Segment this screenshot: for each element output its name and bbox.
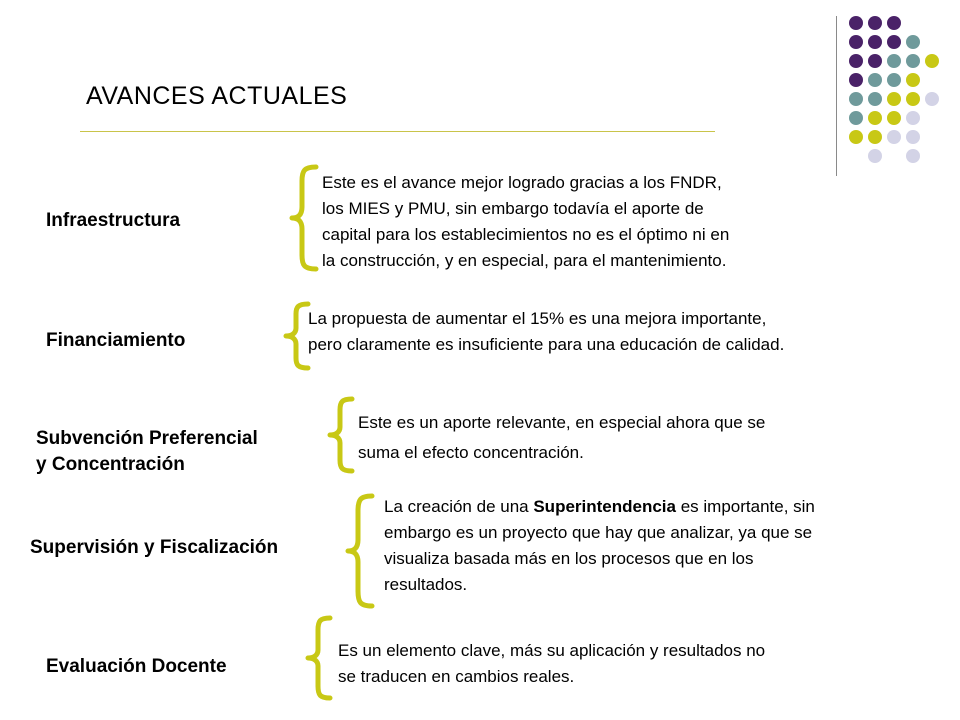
brace-icon [344, 492, 380, 610]
item-text-financiamiento: La propuesta de aumentar el 15% es una mejora importante, pero claramente es insuficiente para una educación de calidad. [308, 309, 785, 354]
decorative-dot [868, 130, 882, 144]
item-text-supervision-bold: Superintendencia [533, 497, 676, 516]
decorative-dot [849, 92, 863, 106]
decorative-dot [925, 54, 939, 68]
decorative-dot [906, 92, 920, 106]
item-text-supervision-after: es importante, sin embargo es un proyecto que hay que analizar, ya que se visualiza basada más en los procesos que en los resultados. [384, 497, 815, 594]
item-text-evaluacion-docente: Es un elemento clave, más su aplicación y resultados no se traducen en cambios reales. [338, 641, 766, 686]
decorative-dot [925, 92, 939, 106]
brace-icon [304, 614, 340, 702]
brace-icon [288, 163, 324, 273]
decorative-dot [868, 149, 882, 163]
decorative-dot [868, 92, 882, 106]
decorative-dot [849, 35, 863, 49]
decorative-dot [887, 35, 901, 49]
decorative-dot [906, 149, 920, 163]
item-text-subvencion-line2: suma el efecto concentración. [358, 443, 584, 462]
item-text-supervision [384, 494, 944, 598]
decorative-dot [906, 35, 920, 49]
decorative-dot [887, 92, 901, 106]
decorative-dot [849, 16, 863, 30]
decorative-dot [868, 73, 882, 87]
item-text-subvencion-line1: Este es un aporte relevante, en especial ahora que se [358, 413, 766, 432]
decorative-dot [868, 35, 882, 49]
item-label-evaluacion-docente: Evaluación Docente [46, 656, 227, 677]
decorative-dot [849, 111, 863, 125]
item-label-financiamiento: Financiamiento [46, 330, 186, 351]
item-label-subvencion-line1: Subvención Preferencial [36, 428, 258, 449]
item-label-subvencion-line2: y Concentración [36, 454, 185, 475]
decorative-dot-grid [840, 8, 952, 158]
decorative-dot [868, 16, 882, 30]
decorative-dot [906, 54, 920, 68]
slide-title: AVANCES ACTUALES [86, 82, 348, 110]
decorative-dot [906, 130, 920, 144]
title-underline [80, 131, 715, 132]
decorative-vertical-rule [836, 16, 837, 176]
decorative-dot [849, 73, 863, 87]
item-text-supervision-before: La creación de una [384, 497, 534, 516]
item-label-supervision: Supervisión y Fiscalización [30, 537, 279, 558]
decorative-dot [887, 130, 901, 144]
decorative-dot [887, 16, 901, 30]
decorative-dot [868, 111, 882, 125]
decorative-dot [849, 54, 863, 68]
decorative-dot [887, 111, 901, 125]
item-text-infraestructura: Este es el avance mejor logrado gracias a los FNDR, los MIES y PMU, sin embargo todavía el aporte de capital para los establecimientos no es el óptimo ni en la construcción, y en especial, para el mantenimiento. [322, 173, 730, 270]
decorative-dot [868, 54, 882, 68]
decorative-dot [906, 111, 920, 125]
decorative-dot [887, 73, 901, 87]
brace-icon [326, 395, 362, 475]
decorative-dot [849, 130, 863, 144]
decorative-dot [906, 73, 920, 87]
decorative-dot [887, 54, 901, 68]
item-label-infraestructura: Infraestructura [46, 210, 181, 231]
